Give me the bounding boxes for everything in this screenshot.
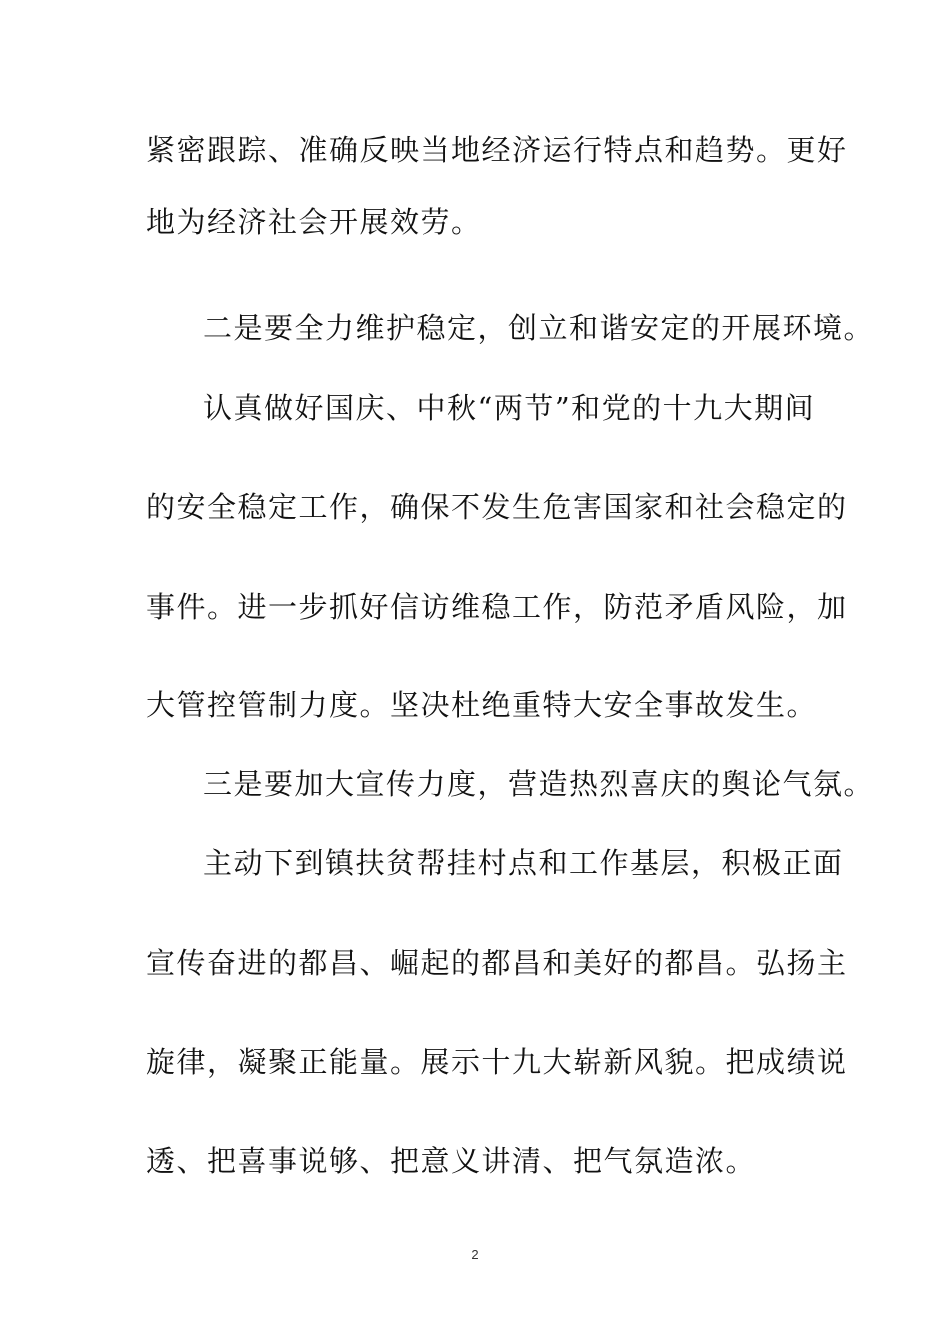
text-line: 紧密跟踪、准确反映当地经济运行特点和趋势。更好 <box>146 133 848 167</box>
paragraph-heading: 二是要全力维护稳定，创立和谐安定的开展环境。 <box>203 311 875 345</box>
text-line: 旋律，凝聚正能量。展示十九大崭新风貌。把成绩说 <box>146 1045 848 1079</box>
text-line: 大管控管制力度。坚决杜绝重特大安全事故发生。 <box>146 688 818 722</box>
text-line: 认真做好国庆、中秋“两节”和党的十九大期间 <box>203 391 816 425</box>
text-line: 透、把喜事说够、把意义讲清、把气氛造浓。 <box>146 1144 757 1178</box>
text-line: 宣传奋进的都昌、崛起的都昌和美好的都昌。弘扬主 <box>146 946 848 980</box>
text-line: 地为经济社会开展效劳。 <box>146 205 482 239</box>
text-line: 主动下到镇扶贫帮挂村点和工作基层，积极正面 <box>203 846 844 880</box>
text-line: 事件。进一步抓好信访维稳工作，防范矛盾风险，加 <box>146 590 848 624</box>
page-number: 2 <box>471 1247 479 1262</box>
paragraph-heading: 三是要加大宣传力度，营造热烈喜庆的舆论气氛。 <box>203 767 875 801</box>
text-line: 的安全稳定工作，确保不发生危害国家和社会稳定的 <box>146 490 848 524</box>
